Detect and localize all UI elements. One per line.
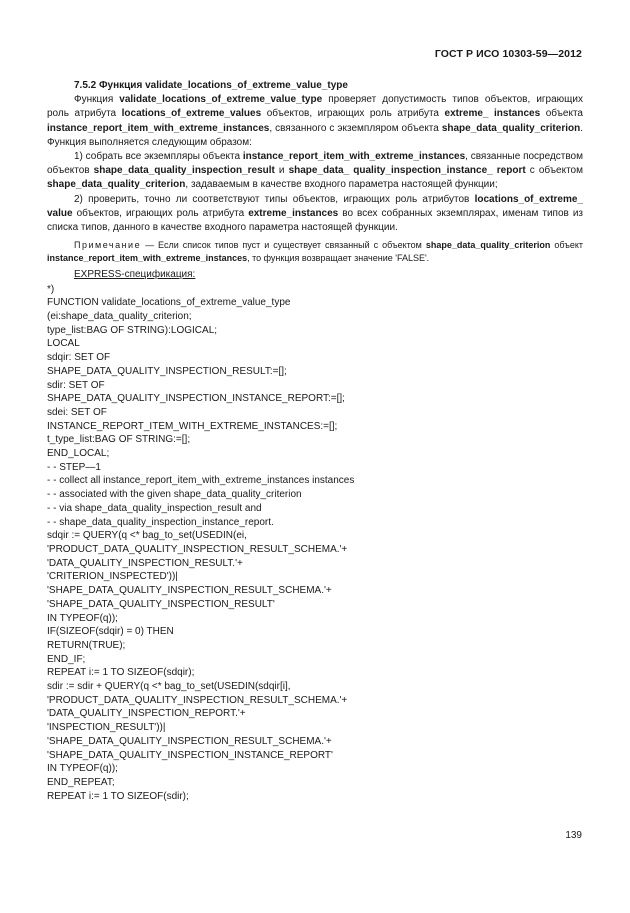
code-line: END_IF; xyxy=(47,653,86,665)
section-title: 7.5.2 Функция validate_locations_of_extreme_value_type xyxy=(74,80,348,91)
code-line: 'SHAPE_DATA_QUALITY_INSPECTION_RESULT_SCHEMA.'+ xyxy=(47,735,332,747)
code-line: 'SHAPE_DATA_QUALITY_INSPECTION_RESULT' xyxy=(47,598,275,610)
code-line: (ei:shape_data_quality_criterion; xyxy=(47,311,192,323)
code-line: 'SHAPE_DATA_QUALITY_INSPECTION_INSTANCE_REPORT' xyxy=(47,749,333,761)
code-line: FUNCTION validate_locations_of_extreme_value_type xyxy=(47,297,291,309)
text-run: объектов, играющих роль атрибута xyxy=(72,207,249,219)
code-line: sdqir: SET OF xyxy=(47,352,111,364)
text-run: Функция xyxy=(74,94,120,106)
note xyxy=(47,239,583,264)
code-line: LOCAL xyxy=(47,338,80,350)
bold-term: validate_locations_of_extreme_value_type xyxy=(119,94,323,106)
text-run: проверяет допустимость типов объектов, играющих роль атрибута xyxy=(47,94,583,120)
text-run: . Функция выполняется следующим образом: xyxy=(47,122,583,148)
code-line: 'PRODUCT_DATA_QUALITY_INSPECTION_RESULT_SCHEMA.'+ xyxy=(47,543,348,555)
bold-term: locations_of_extreme_ value xyxy=(47,193,583,219)
code-line: END_REPEAT; xyxy=(47,776,115,788)
text-run: 2) проверить, точно ли соответствуют типы объектов, играющих роль атрибутов xyxy=(74,193,475,205)
bold-term: locations_of_extreme_values xyxy=(121,108,262,120)
code-line: 'INSPECTION_RESULT'))| xyxy=(47,722,166,734)
bold-term: shape_data_quality_criterion xyxy=(441,122,581,134)
code-line: - - associated with the given shape_data_quality_criterion xyxy=(47,489,302,501)
paragraph-description xyxy=(47,93,583,150)
code-line: sdqir := QUERY(q <* bag_to_set(USEDIN(ei, xyxy=(47,530,247,542)
bold-term: instance_report_item_with_extreme_instances xyxy=(242,151,466,163)
text-run: , связанного с экземпляром объекта xyxy=(269,122,442,134)
text-run: объектов, играющих роль атрибута xyxy=(261,108,445,120)
code-line: IN TYPEOF(q)); xyxy=(47,612,118,624)
text-run: , то функция возвращает значение 'FALSE'. xyxy=(247,252,430,263)
paragraph-step-1 xyxy=(47,150,583,193)
code-line: - - STEP—1 xyxy=(47,461,101,473)
code-line: t_type_list:BAG OF STRING:=[]; xyxy=(47,434,191,446)
code-line: END_LOCAL; xyxy=(47,448,110,460)
code-line: sdir: SET OF xyxy=(47,379,105,391)
text-run: объекта xyxy=(540,108,583,120)
bold-term: instance_report_item_with_extreme_instances xyxy=(47,252,248,263)
code-line: 'SHAPE_DATA_QUALITY_INSPECTION_RESULT_SCHEMA.'+ xyxy=(47,585,332,597)
text-run: — Если список типов пуст и существует связанный с объектом xyxy=(141,240,426,251)
bold-term: extreme_ instances xyxy=(444,108,541,120)
code-line: sdei: SET OF xyxy=(47,406,107,418)
express-spec-title: EXPRESS-спецификация: xyxy=(74,269,196,281)
paragraph-step-2 xyxy=(47,193,583,236)
code-line: IF(SIZEOF(sdqir) = 0) THEN xyxy=(47,626,174,638)
code-line: - - shape_data_quality_inspection_instance_report. xyxy=(47,516,274,528)
code-line: INSTANCE_REPORT_ITEM_WITH_EXTREME_INSTANCES:=[]; xyxy=(47,420,338,432)
bold-term: shape_data_quality_criterion xyxy=(425,240,551,251)
express-code-block xyxy=(47,283,583,804)
bold-term: shape_data_ quality_inspection_instance_ report xyxy=(288,165,526,177)
bold-term: shape_data_quality_criterion xyxy=(47,179,186,191)
page-content xyxy=(47,79,583,803)
code-line: *) xyxy=(47,283,55,295)
code-line: SHAPE_DATA_QUALITY_INSPECTION_RESULT:=[]; xyxy=(47,365,287,377)
code-line: 'DATA_QUALITY_INSPECTION_REPORT.'+ xyxy=(47,708,246,720)
code-line: - - collect all instance_report_item_with_extreme_instances instances xyxy=(47,475,355,487)
code-line: SHAPE_DATA_QUALITY_INSPECTION_INSTANCE_REPORT:=[]; xyxy=(47,393,345,405)
code-line: IN TYPEOF(q)); xyxy=(47,763,118,775)
text-run: и xyxy=(274,165,289,177)
text-run: 1) собрать все экземпляры объекта xyxy=(74,151,243,163)
code-line: REPEAT i:= 1 TO SIZEOF(sdir); xyxy=(47,790,189,802)
note-label: Примечание xyxy=(74,240,142,251)
bold-term: shape_data_quality_inspection_result xyxy=(93,165,275,177)
code-line: RETURN(TRUE); xyxy=(47,639,126,651)
bold-term: instance_report_item_with_extreme_instances xyxy=(47,122,270,134)
code-line: 'DATA_QUALITY_INSPECTION_RESULT.'+ xyxy=(47,557,243,569)
text-run: , связанные посредством объектов xyxy=(47,151,583,177)
text-run: объект xyxy=(550,240,583,251)
text-run: , задаваемым в качестве входного параметра настоящей функции; xyxy=(185,179,498,191)
code-line: 'PRODUCT_DATA_QUALITY_INSPECTION_RESULT_SCHEMA.'+ xyxy=(47,694,348,706)
document-id: ГОСТ Р ИСО 10303-59—2012 xyxy=(434,48,582,60)
code-line: - - via shape_data_quality_inspection_result and xyxy=(47,502,262,514)
text-run: во всех собранных экземплярах, именам типов из списка типов, данного в качестве входного параметра настоящей функции. xyxy=(47,207,583,234)
text-run: с объектом xyxy=(525,165,583,177)
code-line: 'CRITERION_INSPECTED'))| xyxy=(47,571,178,583)
page-number: 139 xyxy=(565,830,582,841)
code-line: type_list:BAG OF STRING):LOGICAL; xyxy=(47,324,218,336)
code-line: REPEAT i:= 1 TO SIZEOF(sdqir); xyxy=(47,667,195,679)
code-line: sdir := sdir + QUERY(q <* bag_to_set(USEDIN(sdqir[i], xyxy=(47,681,291,693)
bold-term: extreme_instances xyxy=(248,207,339,219)
